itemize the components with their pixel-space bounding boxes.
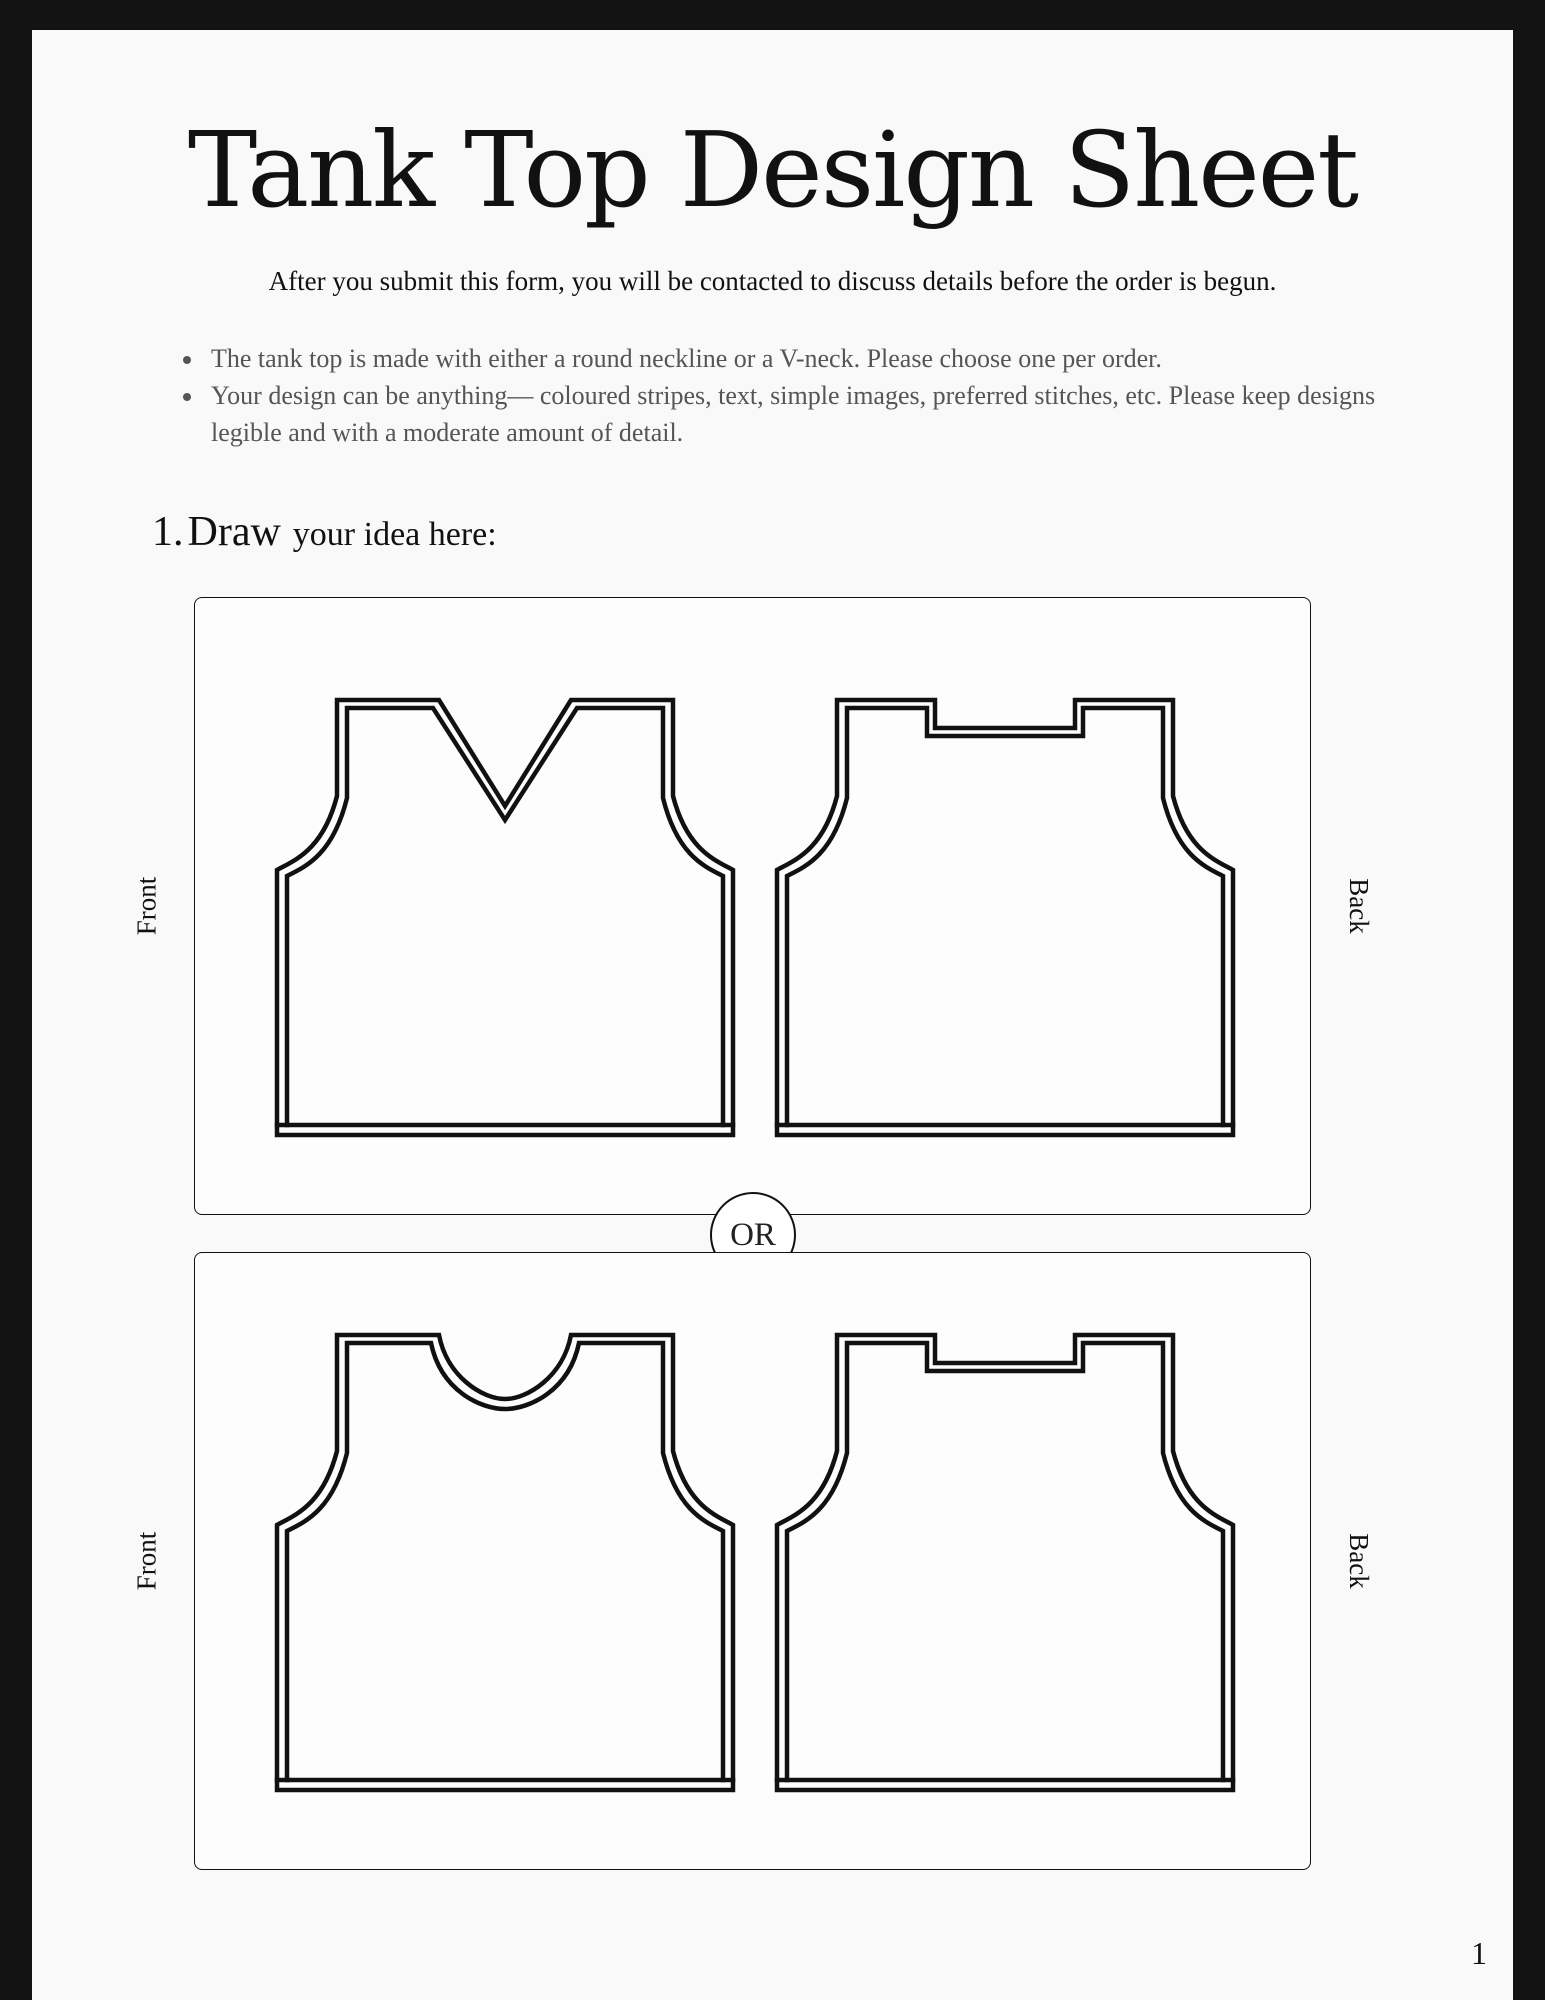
back-label: Back xyxy=(1343,1533,1374,1589)
section-heading xyxy=(152,508,497,556)
instructions-list xyxy=(177,340,1405,451)
section-number: 1. xyxy=(152,509,184,555)
front-label: Front xyxy=(131,1531,162,1591)
section-word: Draw xyxy=(187,509,281,555)
back-square-trim xyxy=(787,1343,1223,1780)
tank-top-outlines xyxy=(195,598,1310,1214)
instruction-item: • The tank top is made with either a round neckline or a V-neck. Please choose one per order. xyxy=(205,340,1405,377)
page-number: 1 xyxy=(1471,1935,1487,1971)
section-text: your idea here: xyxy=(292,516,497,553)
front-roundneck-trim xyxy=(287,1343,723,1780)
page-subtitle: After you submit this form, you will be contacted to discuss details before the order is begun. xyxy=(268,266,1277,296)
page-title: Tank Top Design Sheet xyxy=(187,109,1358,231)
design-sheet-page xyxy=(32,30,1513,2000)
back-label: Back xyxy=(1343,878,1374,934)
front-vneck-trim xyxy=(287,708,723,1125)
drawing-panel-vneck[interactable] xyxy=(131,597,1374,1215)
back-square-trim xyxy=(787,708,1223,1125)
or-divider: OR xyxy=(710,1192,796,1278)
drawing-panel-roundneck[interactable] xyxy=(131,1252,1374,1870)
front-label: Front xyxy=(131,876,162,936)
instruction-item: • Your design can be anything— coloured stripes, text, simple images, preferred stitches, etc. Please keep designs legible and with a moderate amount of detail. xyxy=(205,377,1405,451)
tank-top-outlines xyxy=(195,1253,1310,1869)
